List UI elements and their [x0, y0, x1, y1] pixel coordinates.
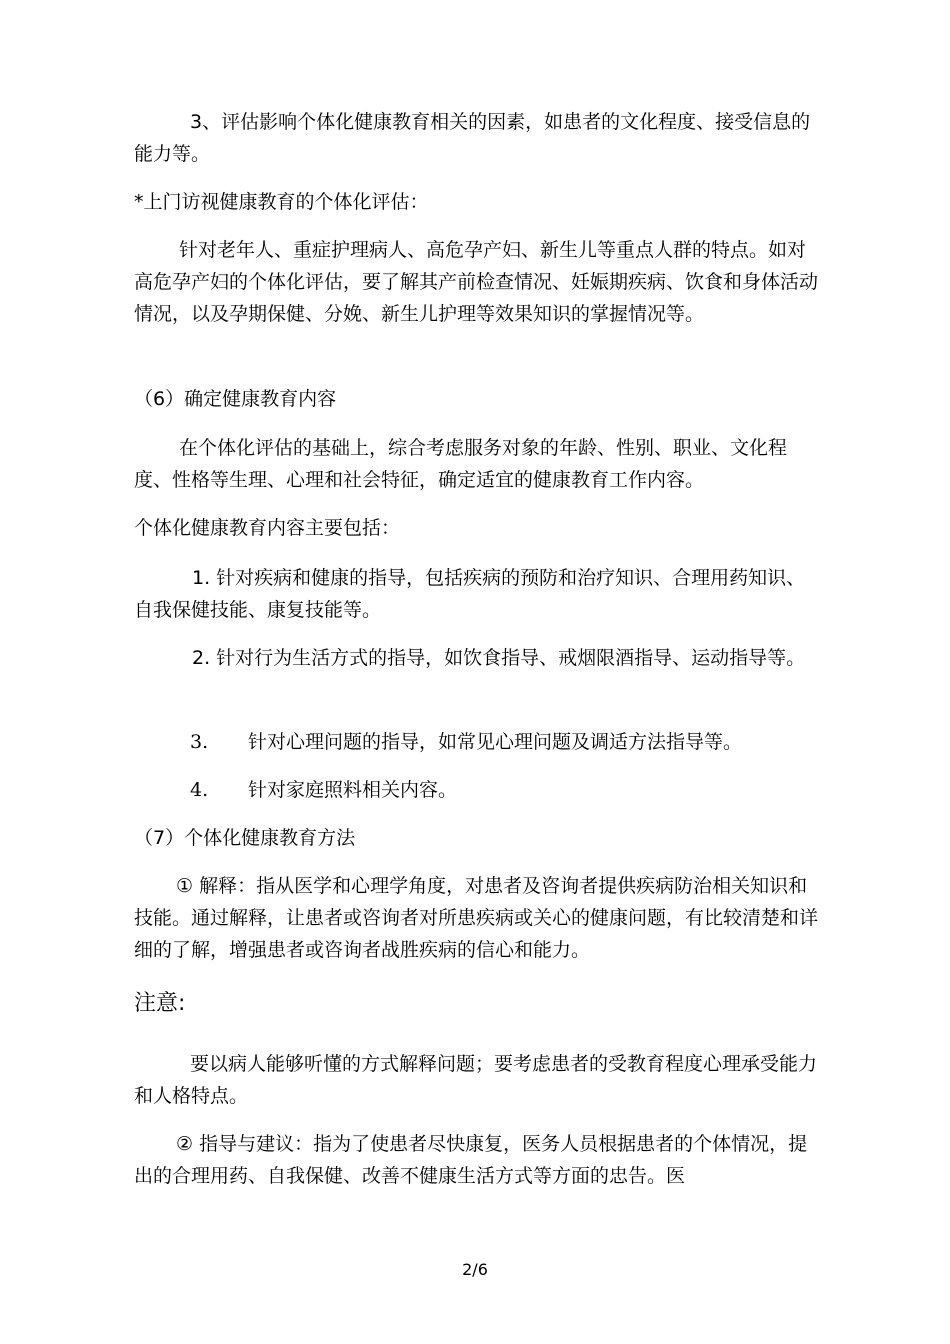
list-item-lifestyle-guidance: 2. 针对行为生活方式的指导，如饮食指导、戒烟限酒指导、运动指导等。	[192, 647, 806, 669]
paragraph-assessment-basis: 在个体化评估的基础上，综合考虑服务对象的年龄、性别、职业、文化程度、性格等生理、心理和社会特征，确定适宜的健康教育工作内容。	[134, 437, 788, 491]
paragraph-factors: 3、评估影响个体化健康教育相关的因素，如患者的文化程度、接受信息的能力等。	[134, 111, 811, 165]
paragraph-home-visit-heading: *上门访视健康教育的个体化评估：	[134, 191, 429, 213]
list-item-disease-guidance: 1. 针对疾病和健康的指导，包括疾病的预防和治疗知识、合理用药知识、自我保健技能、康复技能等。	[134, 567, 806, 621]
list-number: 4.	[190, 779, 209, 801]
list-number: 3.	[190, 731, 209, 753]
list-text: 针对家庭照料相关内容。	[248, 779, 458, 801]
section-heading-methods: （7）个体化健康教育方法	[134, 827, 356, 849]
list-text: 针对心理问题的指导，如常见心理问题及调适方法指导等。	[248, 731, 743, 753]
paragraph-explanation: ① 解释：指从医学和心理学角度，对患者及咨询者提供疾病防治相关知识和技能。通过解释，让患者或咨询者对所患疾病或关心的健康问题，有比较清楚和详细的了解，增强患者或咨询者战胜疾病的信心和能力。	[134, 875, 819, 961]
note-heading: 注意:	[134, 991, 186, 1016]
paragraph-note: 要以病人能够听懂的方式解释问题；要考虑患者的受教育程度心理承受能力和人格特点。	[134, 1053, 818, 1107]
paragraph-guidance-advice: ② 指导与建议：指为了使患者尽快康复，医务人员根据患者的个体情况，提出的合理用药、自我保健、改善不健康生活方式等方面的忠告。医	[134, 1133, 808, 1187]
paragraph-content-intro: 个体化健康教育内容主要包括：	[134, 517, 401, 539]
paragraph-key-groups: 针对老年人、重症护理病人、高危孕产妇、新生儿等重点人群的特点。如对高危孕产妇的个体化评估，要了解其产前检查情况、妊娠期疾病、饮食和身体活动情况，以及孕期保健、分娩、新生儿护理等效果知识的掌握情况等。	[134, 239, 819, 325]
page-number: 2/6	[462, 1260, 488, 1279]
section-heading-content: （6）确定健康教育内容	[134, 388, 337, 410]
